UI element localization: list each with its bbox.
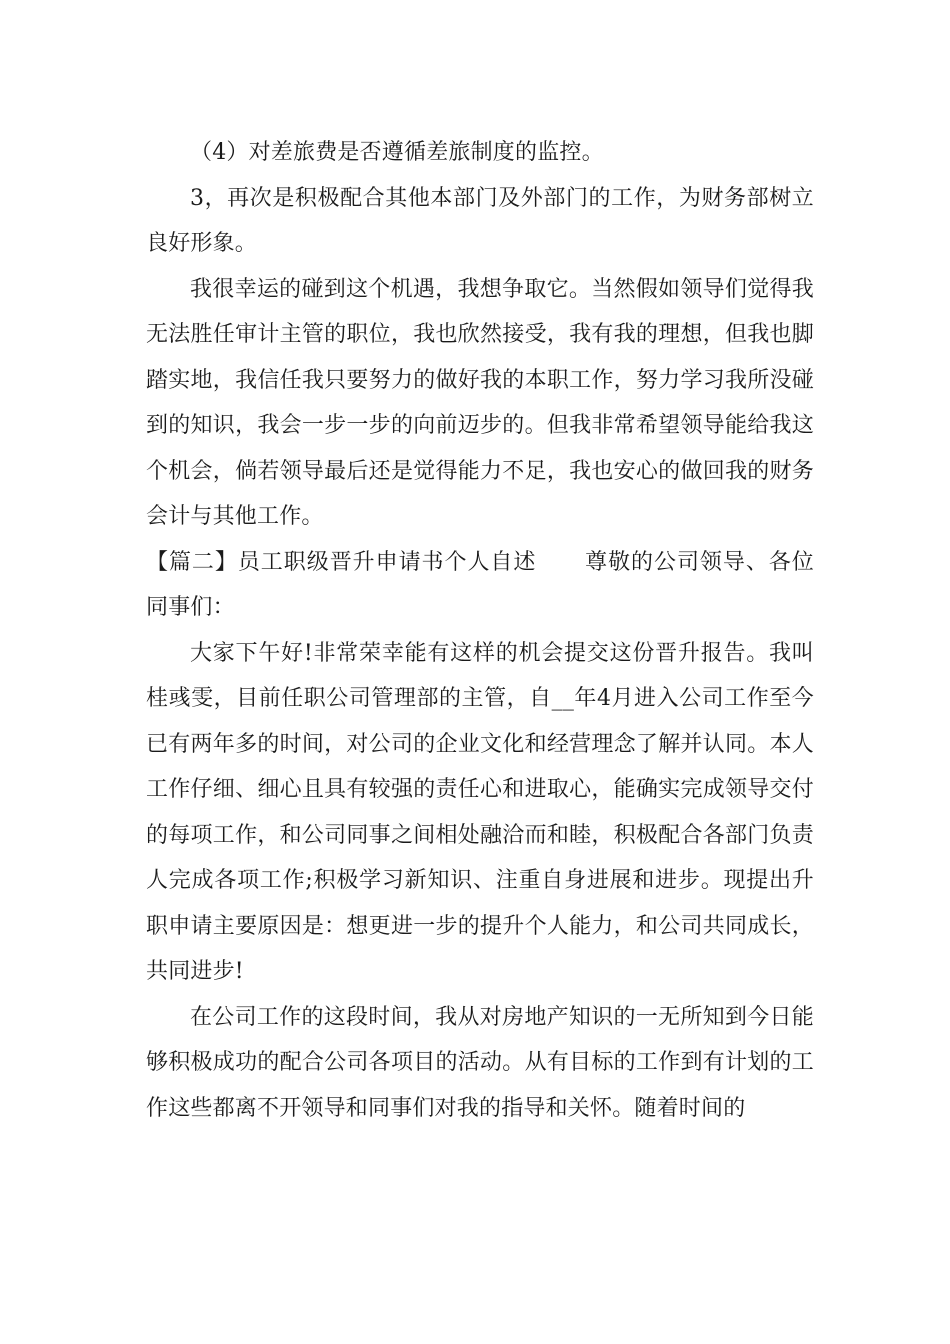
paragraph-experience: 在公司工作的这段时间，我从对房地产知识的一无所知到今日能够积极成功的配合公司各项目的活动。从有目标的工作到有计划的工作这些都离不开领导和同事们对我的指导和关怀。随着时间的 [146,1004,814,1121]
paragraph-introduction: 大家下午好!非常荣幸能有这样的机会提交这份晋升报告。我叫桂彧雯，目前任职公司管理部的主管，自__年4月进入公司工作至今已有两年多的时间，对公司的企业文化和经营理念了解并认同。本人工作仔细、细心且具有较强的责任心和进取心，能确实完成领导交付的每项工作，和公司同事之间相处融洽而和睦，积极配合各部门负责人完成各项工作;积极学习新知识、注重自身进展和进步。现提出升职申请主要原因是：想更进一步的提升个人能力，和公司共同成长，共同进步! [146,640,814,984]
document-body [146,130,814,1131]
paragraph-travel-expense: （4）对差旅费是否遵循差旅制度的监控。 [190,140,604,165]
paragraph-opportunity: 我很幸运的碰到这个机遇，我想争取它。当然假如领导们觉得我无法胜任审计主管的职位，我也欣然接受，我有我的理想，但我也脚踏实地，我信任我只要努力的做好我的本职工作，努力学习我所没碰到的知识，我会一步一步的向前迈步的。但我非常希望领导能给我这个机会，倘若领导最后还是觉得能力不足，我也安心的做回我的财务会计与其他工作。 [146,276,814,529]
salutation: 尊敬的公司领导、各位同事们： [146,549,814,620]
section-title: 【篇二】员工职级晋升申请书个人自述 [146,549,537,575]
section-heading [146,540,814,631]
paragraph-cooperation: 3，再次是积极配合其他本部门及外部门的工作，为财务部树立良好形象。 [146,185,814,256]
